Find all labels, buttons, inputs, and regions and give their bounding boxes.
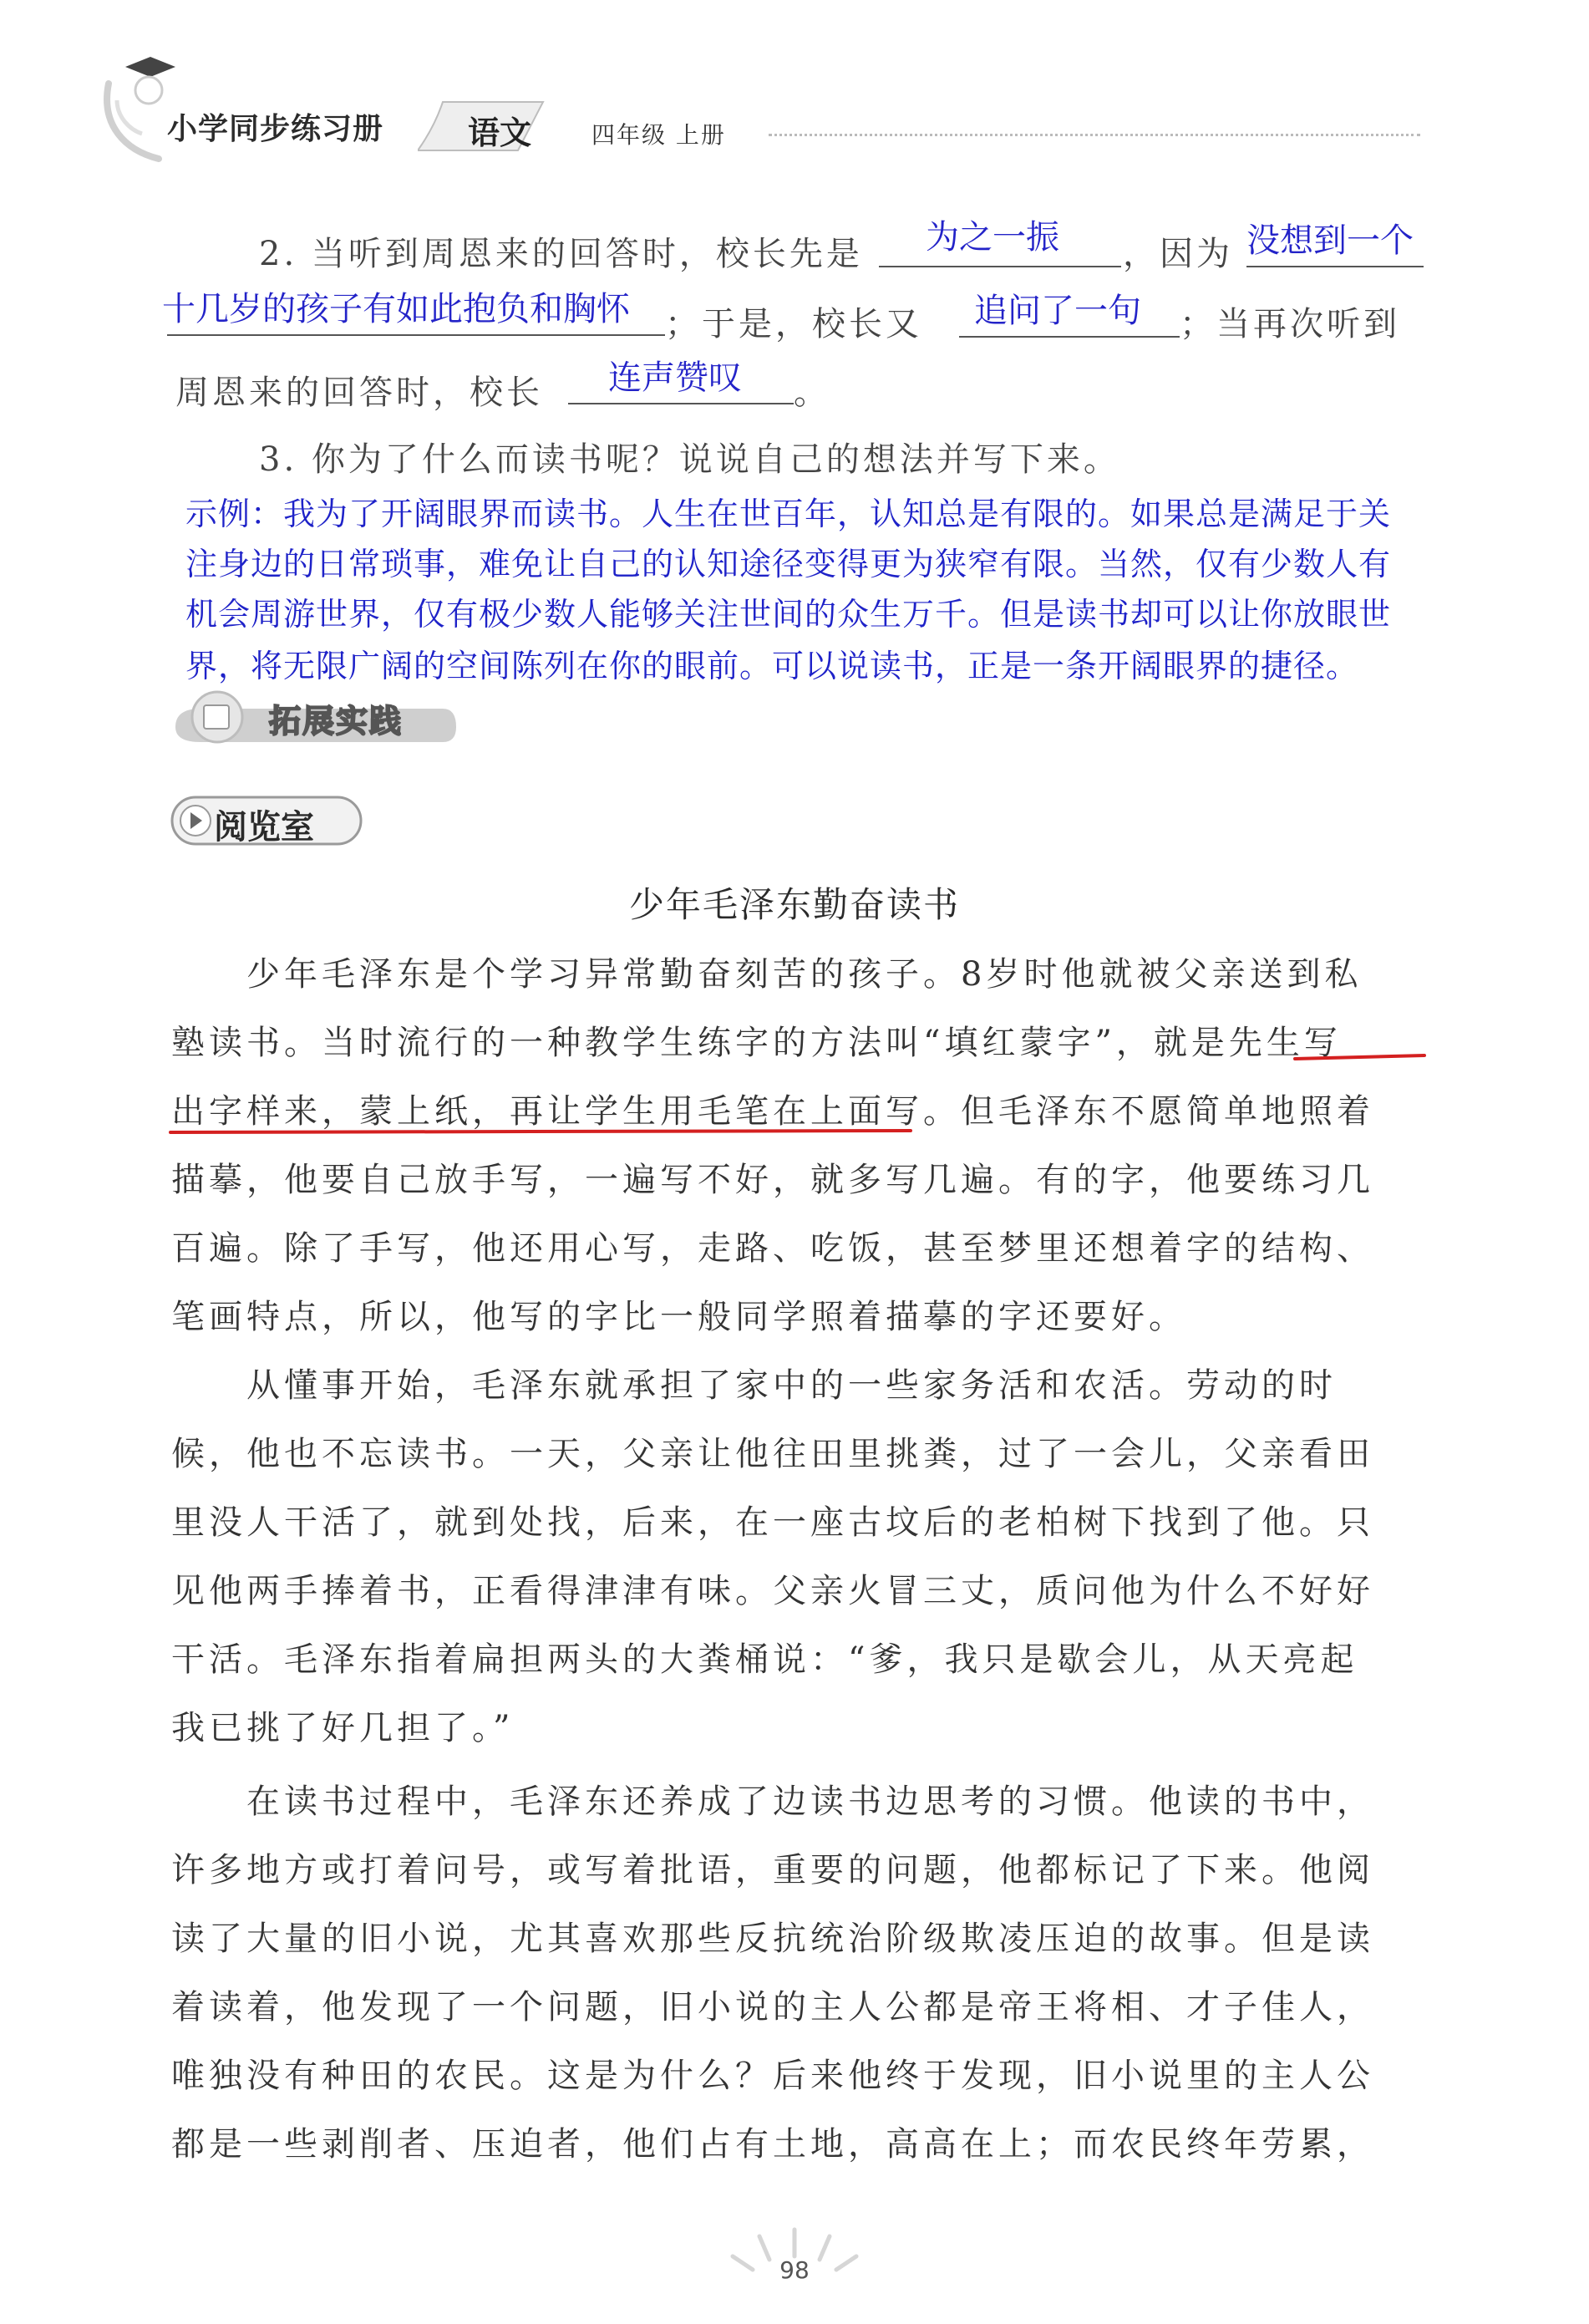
- article-line: 都是一些剥削者、压迫者，他们占有土地，高高在上；而农民终年劳累，: [171, 2125, 1374, 2164]
- q2-blank-2-cont: [167, 334, 665, 336]
- article-line: 着读着，他发现了一个问题，旧小说的主人公都是帝王将相、才子佳人，: [171, 1988, 1374, 2027]
- article-line: 里没人干活了，就到处找，后来，在一座古坟后的老柏树下找到了他。只: [171, 1503, 1374, 1542]
- extension-title: 拓展实践: [269, 703, 404, 740]
- article-line: 百遍。除了手写，他还用心写，走路、吃饭，甚至梦里还想着字的结构、: [171, 1229, 1374, 1268]
- page-number: 98: [779, 2256, 810, 2284]
- article-line: 从懂事开始，毛泽东就承担了家中的一些家务活和农活。劳动的时: [171, 1366, 1337, 1405]
- q3-answer-line: 注身边的日常琐事，难免让自己的认知途径变得更为狭窄有限。当然，仅有少数人有: [185, 546, 1392, 582]
- q3-prompt: 3. 你为了什么而读书呢？说说自己的想法并写下来。: [259, 440, 1120, 479]
- reading-room-title: 阅览室: [214, 808, 314, 847]
- article-line: 我已挑了好几担了。”: [171, 1709, 515, 1747]
- red-underline-annotation: [167, 1049, 1437, 1149]
- article-line: 干活。毛泽东指着扁担两头的大粪桶说：“爹，我只是歇会儿，从天亮起: [171, 1640, 1358, 1679]
- article-line: 唯独没有种田的农民。这是为什么？后来他终于发现，旧小说里的主人公: [171, 2057, 1374, 2095]
- q2-blank-3: [959, 336, 1180, 338]
- q2-line1-prefix: 2. 当听到周恩来的回答时，校长先是: [259, 235, 863, 273]
- article-line: 出字样来，蒙上纸，再让学生用毛笔在上面写。但毛泽东不愿简单地照着: [171, 1092, 1374, 1131]
- q2-answer-1: 为之一振: [926, 218, 1059, 257]
- brand-title: 小学同步练习册: [167, 112, 384, 146]
- q2-line3-end: 。: [794, 374, 830, 412]
- article-line: 许多地方或打着问号，或写着批语，重要的问题，他都标记了下来。他阅: [171, 1851, 1374, 1889]
- q2-line1-mid: ，因为: [1123, 235, 1233, 273]
- q2-blank-2: [1246, 266, 1424, 267]
- article-line: 见他两手捧着书，正看得津津有味。父亲火冒三丈，质问他为什么不好好: [171, 1572, 1374, 1610]
- extension-practice-banner: [167, 685, 459, 745]
- article-line: 读了大量的旧小说，尤其喜欢那些反抗统治阶级欺凌压迫的故事。但是读: [171, 1920, 1374, 1958]
- page-header: [0, 0, 1589, 175]
- q2-blank-1: [879, 266, 1121, 267]
- article-line: 描摹，他要自己放手写，一遍写不好，就多写几遍。有的字，他要练习几: [171, 1161, 1374, 1199]
- q2-blank-4: [568, 403, 794, 404]
- q2-answer-4: 连声赞叹: [608, 359, 742, 397]
- q2-answer-2b: 十几岁的孩子有如此抱负和胸怀: [162, 290, 630, 328]
- article-line: 候，他也不忘读书。一天，父亲让他往田里挑粪，过了一会儿，父亲看田: [171, 1435, 1374, 1473]
- article-line: 塾读书。当时流行的一种教学生练字的方法叫“填红蒙字”，就是先生写: [171, 1024, 1342, 1062]
- article-title: 少年毛泽东勤奋读书: [628, 884, 960, 925]
- article-line: 在读书过程中，毛泽东还养成了边读书边思考的习惯。他读的书中，: [171, 1782, 1374, 1821]
- article-line: 少年毛泽东是个学习异常勤奋刻苦的孩子。8岁时他就被父亲送到私: [171, 955, 1363, 994]
- q3-answer-line: 机会周游世界，仅有极少数人能够关注世间的众生万千。但是读书却可以让你放眼世: [185, 596, 1392, 633]
- q2-answer-3: 追问了一句: [974, 292, 1141, 330]
- header-divider: [769, 134, 1420, 136]
- q3-answer-line: 界，将无限广阔的空间陈列在你的眼前。可以说读书，正是一条开阔眼界的捷径。: [185, 648, 1359, 684]
- q2-answer-2a: 没想到一个: [1246, 221, 1414, 260]
- q2-line2-suffix: ；于是，校长又: [665, 305, 922, 343]
- q2-line3-prefix: 周恩来的回答时，校长: [175, 374, 543, 412]
- q3-answer-line: 示例：我为了开阔眼界而读书。人生在世百年，认知总是有限的。如果总是满足于关: [185, 496, 1392, 532]
- article-line: 笔画特点，所以，他写的字比一般同学照着描摹的字还要好。: [171, 1298, 1186, 1336]
- subject-label: 语文: [468, 114, 532, 151]
- grade-label: 四年级 上册: [591, 121, 726, 149]
- q2-line2-end: ；当再次听到: [1180, 305, 1400, 343]
